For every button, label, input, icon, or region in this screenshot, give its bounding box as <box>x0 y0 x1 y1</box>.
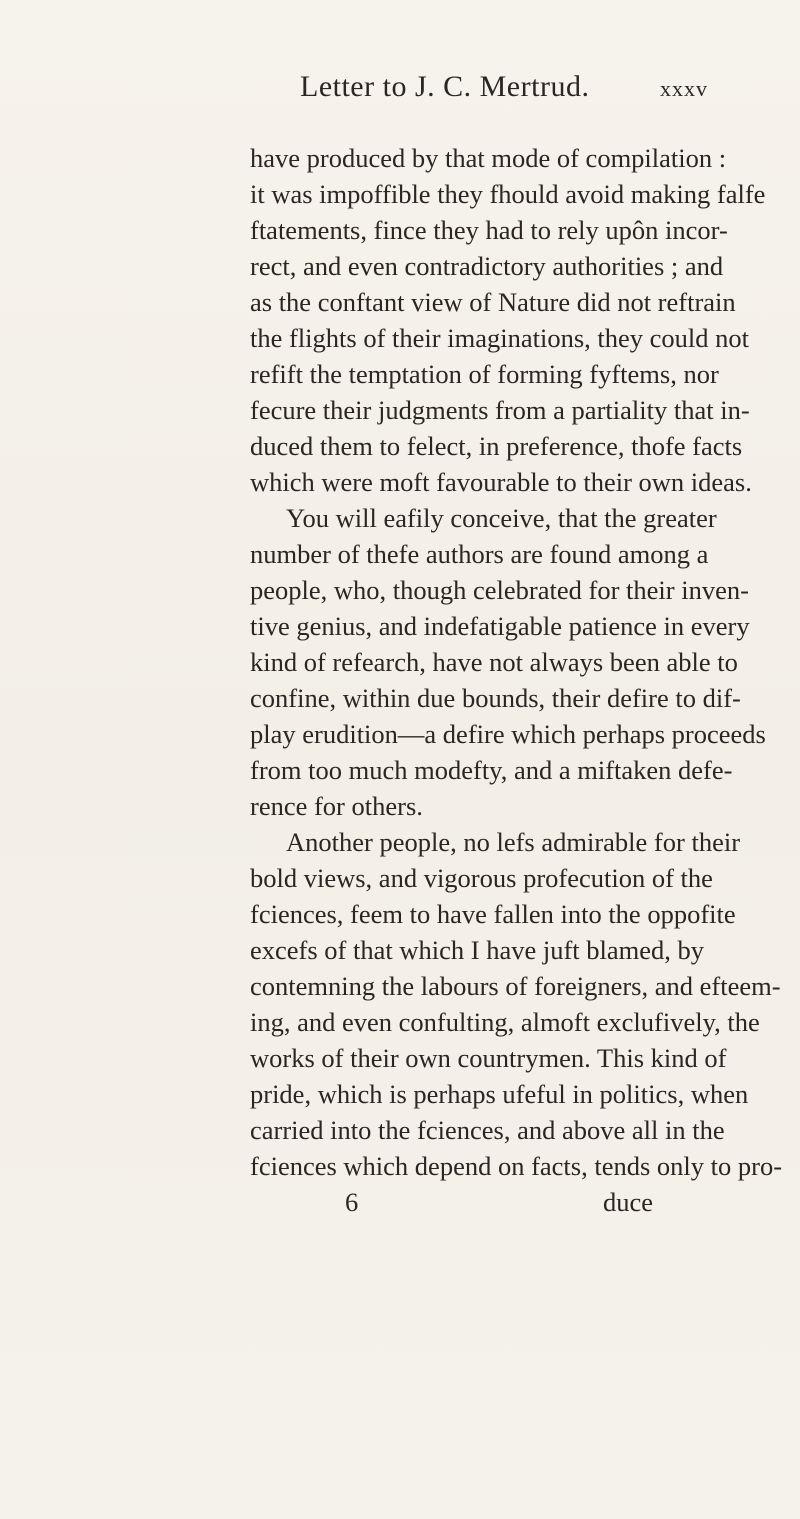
text-line: the flights of their imaginations, they could not <box>250 323 749 353</box>
text-line: from too much modefty, and a miftaken defe- <box>250 755 733 785</box>
text-line: fecure their judgments from a partiality that in- <box>250 395 750 425</box>
text-line: number of thefe authors are found among a <box>250 539 709 569</box>
text-line: kind of refearch, have not always been able to <box>250 647 738 677</box>
text-line: fciences, feem to have fallen into the oppofite <box>250 899 736 929</box>
text-line: it was impoffible they fhould avoid making falfe <box>250 179 766 209</box>
text-line: contemning the labours of foreigners, and efteem- <box>250 971 781 1001</box>
text-line: Another people, no lefs admirable for their <box>286 827 741 857</box>
text-line: bold views, and vigorous profecution of the <box>250 863 713 893</box>
text-line: ing, and even confulting, almoft exclufively, the <box>250 1007 760 1037</box>
text-line: fciences which depend on facts, tends only to pro- <box>250 1151 783 1181</box>
text-line: rence for others. <box>250 791 423 821</box>
text-line: refift the temptation of forming fyftems, nor <box>250 359 719 389</box>
signature-mark: 6 <box>345 1187 359 1217</box>
text-line: pride, which is perhaps ufeful in politics, when <box>250 1079 749 1109</box>
text-line: tive genius, and indefatigable patience in every <box>250 611 750 641</box>
page-number: xxxv <box>660 76 708 101</box>
catchword: duce <box>603 1187 654 1217</box>
page-footer <box>0 1184 800 1220</box>
text-line: confine, within due bounds, their defire to dif- <box>250 683 741 713</box>
text-line: excefs of that which I have juft blamed, by <box>250 935 705 965</box>
text-line: as the conftant view of Nature did not reftrain <box>250 287 736 317</box>
text-line: You will eafily conceive, that the greater <box>286 503 717 533</box>
text-line: ftatements, fince they had to rely upôn incor- <box>250 215 728 245</box>
text-line: duced them to felect, in preference, thofe facts <box>250 431 743 461</box>
text-line: which were moft favourable to their own ideas. <box>250 467 752 497</box>
running-title: Letter to J. C. Mertrud. <box>300 70 590 103</box>
text-line: play erudition—a defire which perhaps proceeds <box>250 719 766 749</box>
text-line: have produced by that mode of compilation : <box>250 143 727 173</box>
running-head <box>0 70 800 110</box>
text-line: works of their own countrymen. This kind of <box>250 1043 727 1073</box>
text-line: people, who, though celebrated for their inven- <box>250 575 749 605</box>
text-line: rect, and even contradictory authorities ; and <box>250 251 724 281</box>
text-line: carried into the fciences, and above all in the <box>250 1115 725 1145</box>
